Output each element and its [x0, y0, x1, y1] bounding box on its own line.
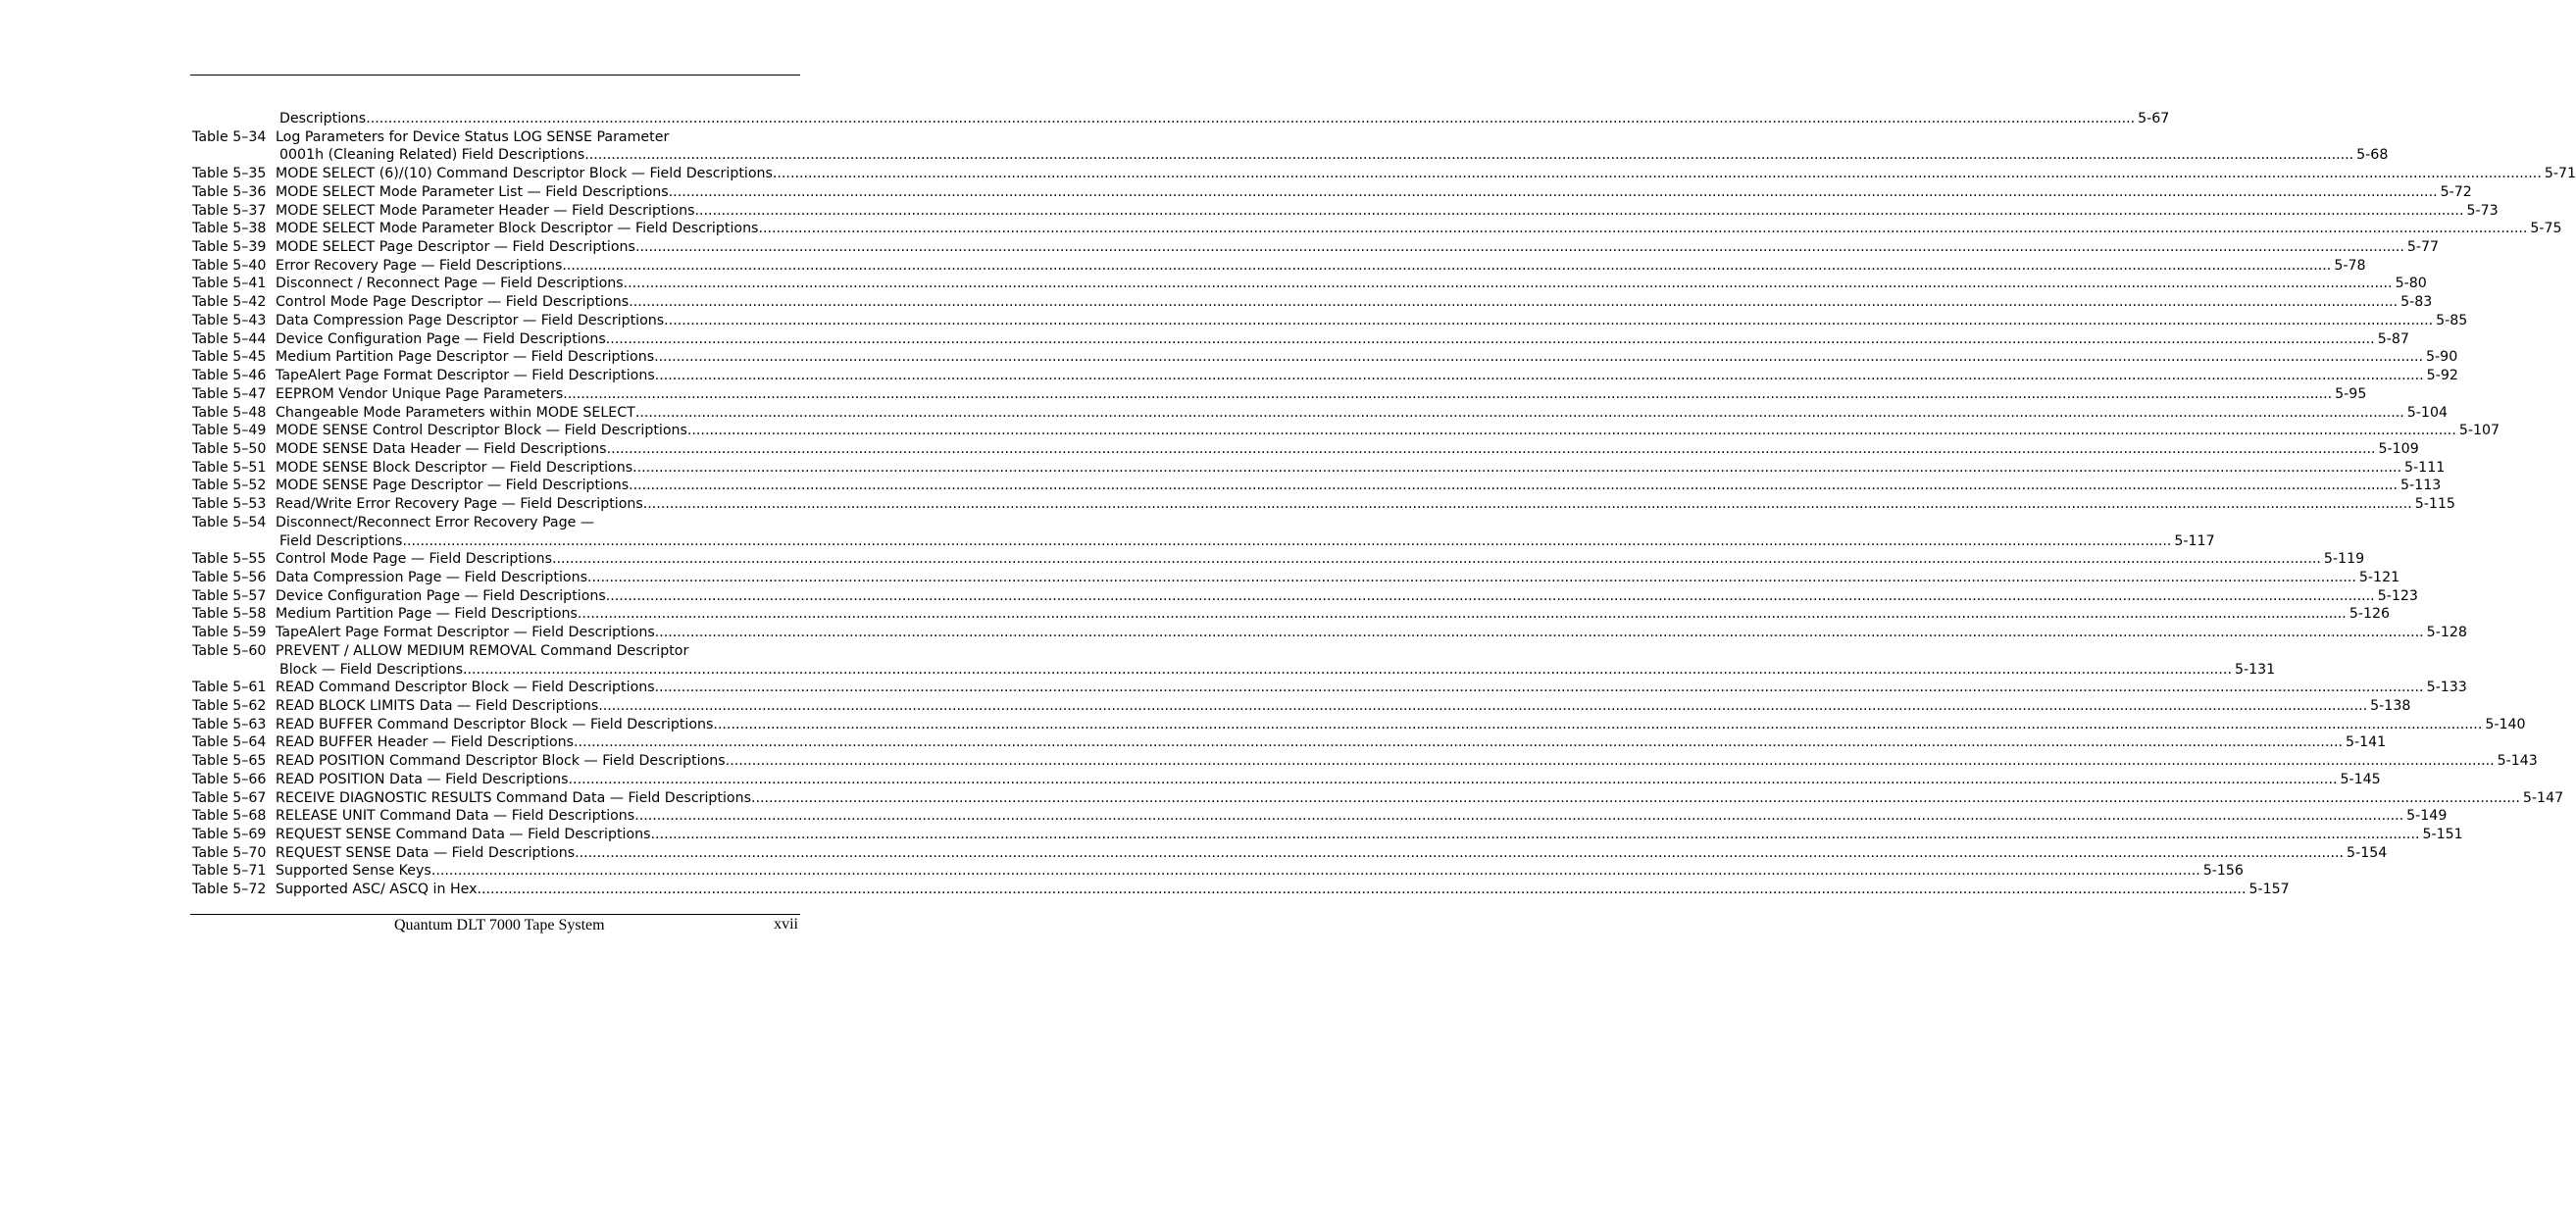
toc-entry-title: Medium Partition Page Descriptor — Field Descriptions [276, 349, 655, 366]
toc-entry-title: Disconnect / Reconnect Page — Field Descriptions [276, 276, 624, 292]
toc-entry-title: MODE SELECT Mode Parameter Block Descriptor — Field Descriptions [276, 221, 759, 237]
toc-leader-dots: ................................................................................................................................................................................................................................................................................................................................................................................................................ [713, 716, 2483, 732]
toc-entry-page: 5-151 [2422, 827, 2463, 843]
toc-entry-label: Table 5–63 [192, 716, 267, 732]
toc-entry-page: 5-78 [2334, 257, 2366, 274]
toc-entry-page: 5-140 [2485, 716, 2526, 732]
toc-entry [192, 238, 2440, 257]
toc-entry [192, 495, 2455, 514]
toc-entry-page: 5-131 [2234, 661, 2276, 678]
toc-entry [192, 789, 2564, 808]
toc-entry-page: 5-75 [2530, 221, 2562, 237]
toc-entry-title: Block — Field Descriptions [279, 661, 464, 678]
toc-entry [192, 183, 2472, 202]
toc-entry-label: Table 5–66 [192, 771, 267, 787]
toc-entry-title: MODE SELECT (6)/(10) Command Descriptor Block — Field Descriptions [276, 166, 773, 182]
toc-entry-label: Table 5–64 [192, 734, 267, 751]
toc-entry-title: Field Descriptions [279, 532, 403, 549]
toc-entry [192, 532, 2215, 551]
toc-entry-page: 5-138 [2370, 698, 2411, 714]
toc-entry-title: MODE SENSE Block Descriptor — Field Descriptions [276, 459, 633, 476]
toc-entry-page: 5-147 [2522, 789, 2564, 806]
toc-entry [192, 862, 2244, 881]
toc-entry-title: Control Mode Page Descriptor — Field Descriptions [276, 294, 630, 311]
toc-entry-page: 5-104 [2406, 404, 2448, 421]
toc-entry-page: 5-143 [2497, 753, 2538, 770]
toc-entry-page: 5-154 [2347, 844, 2388, 861]
toc-entry [192, 807, 2448, 826]
toc-entry-label: Table 5–47 [192, 385, 267, 402]
toc-entry-title: READ BLOCK LIMITS Data — Field Descriptions [276, 698, 599, 714]
toc-entry-page: 5-149 [2406, 808, 2448, 825]
toc-entry-label: Table 5–56 [192, 569, 267, 585]
toc-leader-dots: ................................................................................................................................................................................................................................................................................................................................................................................................................ [694, 202, 2464, 219]
toc-entry-title: Data Compression Page Descriptor — Field Descriptions [276, 312, 665, 328]
toc-entry [192, 275, 2427, 293]
toc-entry-label: Table 5–35 [192, 166, 267, 182]
toc-leader-dots: ................................................................................................................................................................................................................................................................................................................................................................................................................ [463, 661, 2232, 678]
toc-leader-dots: ................................................................................................................................................................................................................................................................................................................................................................................................................ [634, 808, 2404, 825]
toc-entry-page: 5-126 [2349, 606, 2391, 623]
toc-entry [192, 514, 812, 532]
toc-entry-page: 5-77 [2406, 239, 2440, 256]
toc-entry [192, 367, 2458, 385]
toc-entry [192, 330, 2409, 349]
toc-entry-label [192, 532, 276, 551]
toc-entry [192, 202, 2499, 221]
toc-entry-label: Table 5–36 [192, 183, 267, 200]
toc-entry-title: Medium Partition Page — Field Descriptions [276, 606, 578, 623]
toc-entry [192, 587, 2418, 606]
toc-leader-dots: ................................................................................................................................................................................................................................................................................................................................................................................................................ [586, 569, 2356, 585]
toc-entry-label: Table 5–44 [192, 330, 267, 347]
toc-entry-label: Table 5–67 [192, 789, 267, 806]
toc-leader-dots: ................................................................................................................................................................................................................................................................................................................................................................................................................ [634, 404, 2404, 421]
toc-entry-title: Descriptions [279, 111, 367, 126]
toc-entry-title: Supported ASC/ ASCQ in Hex [276, 882, 478, 898]
toc-entry [192, 477, 2442, 495]
toc-entry-page: 5-107 [2458, 423, 2500, 439]
header-rule [190, 75, 800, 76]
toc-entry-label: Table 5–57 [192, 587, 267, 604]
toc-leader-dots: ................................................................................................................................................................................................................................................................................................................................................................................................................ [477, 882, 2247, 898]
toc-entry-title: READ BUFFER Command Descriptor Block — Field Descriptions [276, 716, 714, 732]
toc-leader-dots: ................................................................................................................................................................................................................................................................................................................................................................................................................ [654, 625, 2424, 641]
toc-entry [192, 459, 2446, 478]
toc-leader-dots: ................................................................................................................................................................................................................................................................................................................................................................................................................ [605, 330, 2375, 347]
toc-entry-label: Table 5–38 [192, 221, 267, 237]
toc-leader-dots: ................................................................................................................................................................................................................................................................................................................................................................................................................ [575, 844, 2345, 861]
toc-leader-dots: ................................................................................................................................................................................................................................................................................................................................................................................................................ [750, 789, 2520, 806]
toc-entry [192, 679, 2467, 697]
toc-entry-label: Table 5–53 [192, 496, 267, 513]
toc-entry-label: Table 5–37 [192, 202, 267, 219]
toc-entry-title: MODE SELECT Mode Parameter List — Field Descriptions [276, 183, 669, 200]
toc-leader-dots: ................................................................................................................................................................................................................................................................................................................................................................................................................ [562, 257, 2332, 274]
footer-rule [190, 914, 800, 915]
toc-entry [192, 642, 812, 661]
toc-entry-title: Changeable Mode Parameters within MODE SELECT [276, 404, 635, 421]
toc-entry [192, 293, 2433, 312]
toc-entry-title: 0001h (Cleaning Related) Field Descriptions [279, 147, 585, 164]
toc-leader-dots: ................................................................................................................................................................................................................................................................................................................................................................................................................ [563, 385, 2333, 402]
list-of-tables [192, 110, 2576, 899]
toc-entry-label: Table 5–59 [192, 625, 267, 641]
toc-leader-dots: ................................................................................................................................................................................................................................................................................................................................................................................................................ [725, 753, 2495, 770]
toc-entry [192, 844, 2388, 863]
toc-entry-label: Table 5–54 [192, 514, 267, 530]
toc-entry-label: Table 5–48 [192, 404, 267, 421]
toc-entry-label: Table 5–45 [192, 349, 267, 366]
toc-leader-dots: ................................................................................................................................................................................................................................................................................................................................................................................................................ [584, 147, 2354, 164]
toc-entry [192, 257, 2366, 276]
toc-entry-label: Table 5–51 [192, 459, 267, 476]
toc-entry [192, 422, 2500, 440]
toc-entry-label: Table 5–71 [192, 863, 267, 880]
toc-leader-dots: ................................................................................................................................................................................................................................................................................................................................................................................................................ [772, 166, 2542, 182]
toc-entry-title: READ POSITION Command Descriptor Block — Field Descriptions [276, 753, 726, 770]
toc-entry [192, 661, 2276, 680]
toc-entry-title: EEPROM Vendor Unique Page Parameters [276, 385, 564, 402]
toc-entry-title: PREVENT / ALLOW MEDIUM REMOVAL Command Descriptor [276, 642, 689, 659]
toc-entry-page: 5-113 [2400, 478, 2442, 494]
toc-entry-page: 5-115 [2414, 496, 2455, 513]
toc-entry-page: 5-92 [2426, 368, 2458, 384]
toc-entry-page: 5-85 [2436, 312, 2468, 328]
toc-leader-dots: ................................................................................................................................................................................................................................................................................................................................................................................................................ [629, 294, 2399, 311]
toc-leader-dots: ................................................................................................................................................................................................................................................................................................................................................................................................................ [430, 863, 2200, 880]
toc-entry [192, 881, 2290, 899]
toc-entry-page: 5-72 [2440, 183, 2472, 200]
toc-entry-label: Table 5–61 [192, 680, 267, 696]
footer-page-number: xvii [774, 916, 798, 933]
toc-entry-label: Table 5–39 [192, 239, 267, 256]
toc-entry-page: 5-157 [2248, 882, 2290, 898]
toc-leader-dots: ................................................................................................................................................................................................................................................................................................................................................................................................................ [629, 478, 2399, 494]
toc-entry [192, 771, 2381, 789]
toc-entry-label: Table 5–60 [192, 642, 267, 659]
toc-entry [192, 165, 2576, 183]
toc-entry [192, 826, 2463, 844]
toc-entry [192, 312, 2468, 330]
toc-entry [192, 716, 2526, 734]
toc-entry [192, 624, 2467, 642]
toc-entry-page: 5-133 [2426, 680, 2467, 696]
toc-entry-label [192, 110, 276, 128]
toc-entry-title: RECEIVE DIAGNOSTIC RESULTS Command Data — Field Descriptions [276, 789, 751, 806]
toc-entry-label [192, 146, 276, 165]
toc-entry-label: Table 5–69 [192, 827, 267, 843]
toc-entry-label: Table 5–55 [192, 551, 267, 568]
toc-entry-label: Table 5–41 [192, 276, 267, 292]
toc-entry-title: REQUEST SENSE Data — Field Descriptions [276, 844, 576, 861]
toc-entry-page: 5-141 [2345, 734, 2387, 751]
toc-leader-dots: ................................................................................................................................................................................................................................................................................................................................................................................................................ [668, 183, 2438, 200]
toc-entry [192, 569, 2400, 587]
toc-entry-title: MODE SENSE Data Header — Field Descriptions [276, 440, 607, 457]
toc-leader-dots: ................................................................................................................................................................................................................................................................................................................................................................................................................ [551, 551, 2321, 568]
toc-leader-dots: ................................................................................................................................................................................................................................................................................................................................................................................................................ [606, 440, 2376, 457]
toc-entry-title: Disconnect/Reconnect Error Recovery Page — [276, 514, 595, 530]
toc-entry [192, 550, 2365, 569]
toc-entry [192, 385, 2367, 404]
toc-entry-page: 5-121 [2358, 569, 2400, 585]
toc-entry [192, 440, 2419, 459]
toc-leader-dots: ................................................................................................................................................................................................................................................................................................................................................................................................................ [758, 221, 2528, 237]
toc-leader-dots: ................................................................................................................................................................................................................................................................................................................................................................................................................ [577, 606, 2347, 623]
toc-entry-title: MODE SELECT Mode Parameter Header — Field Descriptions [276, 202, 695, 219]
toc-entry-title: MODE SELECT Page Descriptor — Field Descriptions [276, 239, 635, 256]
toc-entry-page: 5-119 [2323, 551, 2365, 568]
toc-entry [192, 752, 2538, 771]
toc-leader-dots: ................................................................................................................................................................................................................................................................................................................................................................................................................ [605, 587, 2375, 604]
toc-entry-label: Table 5–72 [192, 882, 267, 898]
toc-entry-label: Table 5–62 [192, 698, 267, 714]
toc-leader-dots: ................................................................................................................................................................................................................................................................................................................................................................................................................ [598, 698, 2368, 714]
toc-entry-title: Supported Sense Keys [276, 863, 431, 880]
toc-entry-page: 5-80 [2395, 276, 2427, 292]
toc-leader-dots: ................................................................................................................................................................................................................................................................................................................................................................................................................ [654, 368, 2424, 384]
toc-entry-page: 5-123 [2377, 587, 2418, 604]
toc-entry-page: 5-67 [2138, 111, 2170, 126]
toc-entry-page: 5-95 [2335, 385, 2367, 402]
toc-leader-dots: ................................................................................................................................................................................................................................................................................................................................................................................................................ [632, 459, 2402, 476]
toc-entry-label: Table 5–65 [192, 753, 267, 770]
toc-leader-dots: ................................................................................................................................................................................................................................................................................................................................................................................................................ [654, 680, 2424, 696]
toc-entry-page: 5-117 [2174, 532, 2215, 549]
toc-entry-label: Table 5–58 [192, 606, 267, 623]
toc-leader-dots: ................................................................................................................................................................................................................................................................................................................................................................................................................ [664, 312, 2434, 328]
toc-entry-title: Error Recovery Page — Field Descriptions [276, 257, 563, 274]
toc-leader-dots: ................................................................................................................................................................................................................................................................................................................................................................................................................ [402, 532, 2172, 549]
toc-entry-page: 5-109 [2378, 440, 2419, 457]
toc-entry-page: 5-83 [2400, 294, 2433, 311]
toc-entry-page: 5-145 [2340, 771, 2381, 787]
toc-leader-dots: ................................................................................................................................................................................................................................................................................................................................................................................................................ [634, 239, 2404, 256]
toc-entry-label: Table 5–42 [192, 294, 267, 311]
toc-leader-dots: ................................................................................................................................................................................................................................................................................................................................................................................................................ [568, 771, 2338, 787]
toc-entry-title: REQUEST SENSE Command Data — Field Descriptions [276, 827, 651, 843]
toc-entry-title: READ POSITION Data — Field Descriptions [276, 771, 569, 787]
toc-entry-title: TapeAlert Page Format Descriptor — Field Descriptions [276, 368, 655, 384]
toc-entry-title: Log Parameters for Device Status LOG SENSE Parameter [276, 128, 670, 145]
toc-entry-page: 5-73 [2466, 202, 2499, 219]
footer-title: Quantum DLT 7000 Tape System [394, 917, 605, 933]
toc-entry [192, 605, 2391, 624]
toc-entry-title: READ Command Descriptor Block — Field Descriptions [276, 680, 655, 696]
toc-entry [192, 110, 2170, 128]
toc-entry-title: Read/Write Error Recovery Page — Field Descriptions [276, 496, 643, 513]
toc-entry-title: MODE SENSE Control Descriptor Block — Field Descriptions [276, 423, 687, 439]
toc-entry-title: READ BUFFER Header — Field Descriptions [276, 734, 575, 751]
toc-entry-page: 5-71 [2544, 166, 2576, 182]
toc-entry-title: Device Configuration Page — Field Descriptions [276, 330, 606, 347]
toc-leader-dots: ................................................................................................................................................................................................................................................................................................................................................................................................................ [650, 827, 2420, 843]
toc-entry [192, 146, 2389, 165]
toc-entry-page: 5-87 [2377, 330, 2409, 347]
toc-entry-title: Data Compression Page — Field Descriptions [276, 569, 587, 585]
toc-entry-title: MODE SENSE Page Descriptor — Field Descriptions [276, 478, 630, 494]
toc-entry-label: Table 5–34 [192, 128, 267, 145]
toc-entry-label: Table 5–49 [192, 423, 267, 439]
toc-entry [192, 697, 2411, 716]
toc-entry [192, 128, 812, 147]
toc-entry-label: Table 5–40 [192, 257, 267, 274]
toc-entry-page: 5-111 [2404, 459, 2446, 476]
toc-entry-title: RELEASE UNIT Command Data — Field Descriptions [276, 808, 635, 825]
toc-leader-dots: ................................................................................................................................................................................................................................................................................................................................................................................................................ [654, 349, 2424, 366]
toc-entry [192, 733, 2387, 752]
toc-entry-label: Table 5–68 [192, 808, 267, 825]
toc-entry-label: Table 5–52 [192, 478, 267, 494]
toc-entry-page: 5-128 [2426, 625, 2467, 641]
toc-entry-page: 5-156 [2202, 863, 2244, 880]
toc-entry-label [192, 661, 276, 680]
toc-leader-dots: ................................................................................................................................................................................................................................................................................................................................................................................................................ [574, 734, 2343, 751]
toc-entry-title: Control Mode Page — Field Descriptions [276, 551, 552, 568]
toc-leader-dots: ................................................................................................................................................................................................................................................................................................................................................................................................................ [686, 423, 2456, 439]
toc-entry-label: Table 5–43 [192, 312, 267, 328]
toc-entry-label: Table 5–46 [192, 368, 267, 384]
toc-entry-label: Table 5–50 [192, 440, 267, 457]
toc-entry [192, 348, 2458, 367]
toc-entry-title: TapeAlert Page Format Descriptor — Field Descriptions [276, 625, 655, 641]
toc-entry-title: Device Configuration Page — Field Descriptions [276, 587, 606, 604]
toc-leader-dots: ................................................................................................................................................................................................................................................................................................................................................................................................................ [623, 276, 2393, 292]
toc-entry-label: Table 5–70 [192, 844, 267, 861]
toc-leader-dots: ................................................................................................................................................................................................................................................................................................................................................................................................................ [366, 111, 2136, 126]
toc-entry-page: 5-68 [2356, 147, 2389, 164]
toc-entry [192, 220, 2562, 238]
toc-leader-dots: ................................................................................................................................................................................................................................................................................................................................................................................................................ [642, 496, 2412, 513]
toc-entry [192, 404, 2448, 423]
toc-entry-page: 5-90 [2426, 349, 2458, 366]
